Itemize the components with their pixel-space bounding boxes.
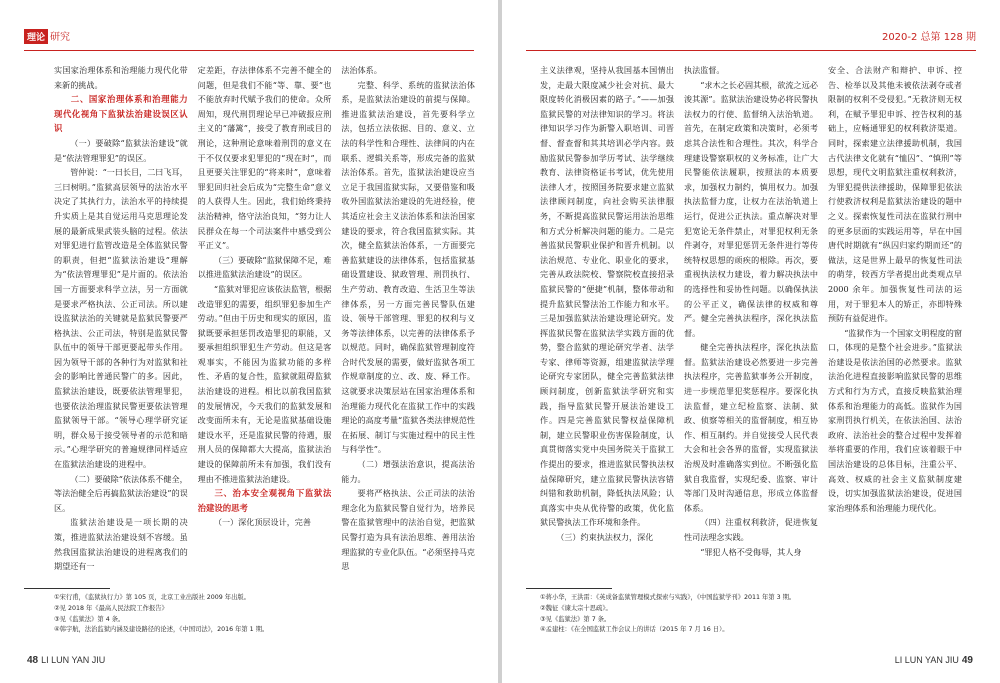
footnote: ②见 2018 年《最高人民法院工作报告》: [54, 604, 168, 612]
paragraph: 管仲说：“一曰长目，二曰飞耳，三曰树明。”监狱高层领导的法治水平决定了其执行力，法治水平的持续提升实质上是其自觉运用马克思理论发展的最新成果武装头脑的过程。依法对罪犯进行监管改造是全体监狱民警的职责，但把“监狱法治建设”理解为“依法管理罪犯”是片面的。依法治国一方面要求科学立法，另一方面就是要求严格执法、公正司法。所以建设监狱法治的关键就是监狱民警要严格执法、公正司法，特别是监狱民警队伍中的领导干部更要起带头作用。因为领导干部的各种行为对监狱和社会的影响比普通民警广的多。因此，监狱法治建设，既要依法管理罪犯，也要依法治理监狱民警更要依法管理监狱领导干部。“领导心理学研究证明，群众易于接受领导者的示范和暗示。”心理学研究的普遍规律同样适应在监狱法治建设的进程中。: [54, 167, 188, 470]
running-title: LI LUN YAN JIU: [41, 655, 106, 665]
section-heading: 三、治本安全观视角下监狱法治建设的思考: [197, 488, 332, 513]
paragraph: 完整、科学、系统的监狱法治体系，是监狱法治建设的前提与保障。推进监狱法治建设，首先要科学立法，包括立法依据、目的、意义、立法的科学性和合理性、法律间的内在联系、逻辑关系等，形成完备的监狱法治体系。首先，监狱法治建设应当立足于我国监狱实际，又要借鉴和吸收外国监狱法治建设的先进经验，使其适应社会主义法治体系和法治国家建设的要求，符合我国监狱实际。其次，健全监狱法治体系，一方面要完善监狱建设的法律体系，包括监狱基础设置建设、狱政管理、刑罚执行、生产劳动、教育改造、生活卫生等法律体系，另一方面完善民警队伍建设、领导干部管理、罪犯的权利与义务等法律体系，以完善的法律体系予以规范。同时，确保监狱管理制度符合时代发展的需要，做好监狱各项工作规章制度的立、改、废、释工作。这就要求决策层站在国家治理体系和治理能力现代化在监狱工作中的实践理论的高度考量“监狱各类法律规范性在拓展、制订与实施过程中的民主性与科学性”。: [341, 79, 476, 455]
left-page: [0, 0, 498, 683]
footnote: ④韩宇航，法治监狱内涵及建设路径的论述，《中国司法》，2016 年第 1 期。: [54, 626, 269, 634]
footnote: ③见《监狱法》第 4 条。: [54, 615, 125, 623]
paragraph: “求木之长必固其根，欲流之远必浚其源”。监狱法治建设势必将民警执法权力的行使、监督纳入法治轨道。首先，在制定政策和决策时，必须考虑其合法性和合理性。其次，科学合理建设警察职权的义务标准，让广大民警能依法履职，按照法的本质要求，加强权力制约，慎用权力。加强执法监督力度，让权力在法治轨道上运行，促进公正执法。重点解决对罪犯宽论无条件禁止，对罪犯权利无条件剥夺，对罪犯惩罚无条件进行等传统特权思想的顽疾的根除。再次，要重视执法权力建设，着力解决执法中的选择性和妥协性问题。以确保执法的公平正义，确保法律的权威和尊严。健全完善执法程序，深化执法监督。: [684, 79, 818, 338]
left-page-footer: [24, 655, 105, 666]
paragraph: （三）要破除“监狱保障不足，难以推进监狱法治建设”的误区。: [197, 254, 332, 280]
running-title: LI LUN YAN JIU: [894, 655, 959, 665]
paragraph: （二）增强法治意识，提高法治能力。: [341, 459, 476, 484]
left-page-header: [24, 28, 70, 48]
footnote: ②魏征《谏太宗十思疏》。: [540, 604, 612, 612]
page-number: 49: [961, 655, 973, 666]
left-footnotes: [54, 593, 474, 636]
paragraph: 安全、合法财产和辩护、申诉、控告、检举以及其他未被依法剥夺或者限制的权利不受侵犯。”无救济则无权利，在赋予罪犯申诉、控告权利的基础上，应畅通罪犯的权利救济渠道。同时，探索建立法律援助机制，我国古代法律文化就有“恤囚”、“慎刑”等思想，现代文明监狱注重权利救济，为罪犯提供法律援助，保障罪犯依法行使救济权利是监狱法治建设的题中之义。探索恢复性司法在监狱行刑中的更多层面的实践运用等，早在中国唐代时期就有“纵囚归家约期而还”的做法，这是世界上最早的恢复性司法的萌芽，较西方学者提出此类观点早 2000 余年。加强恢复性司法的运用，对于罪犯本人的矫正，亦即特殊预防有益促进作。: [828, 65, 962, 324]
paragraph: 监狱法治建设是一项长期的决策，推进监狱法治建设刻不容缓。虽然我国监狱法治建设的进程离我们的期望还有一: [54, 517, 188, 572]
paragraph: 主义法律观，坚持从我国基本国情出发，走最大限度减少社会对抗、最大限度转化消极因素的路子。”——加强监狱民警的对法律知识的学习。将法律知识学习作为新警入职培训、司晋督、督查督和其其培训必学内容。鼓励监狱民警参加学历考试、法学继续教育、法律资格证书考试，优先使用法律人才，按照国务院要求建立监狱法律顾问制度，向社会购买法律服务，不断提高监狱民警运用法治思维和方式分析解决问题的能力。二是完善监狱民警职业保护和晋升机制。以法治规范、专业化、职业化的要求，完善从政法院校、警察院校直接招录监狱民警的“便捷”机制，整体带动和提升监狱民警法治工作能力和水平。三是加强监狱法治建设理论研究。发挥监狱民警在监狱法学实践方面的优势，整合监狱的理论研究学者、法学专家、律师等资源，组建监狱法学理论研究专家团队，健全完善监狱法律顾问制度，创新监狱法学研究和实践，指导监狱民警开展法治建设工作。四是完善监狱民警权益保障机制，建立民警职业伤害保险制度，认真贯彻落实党中央国务院关于监狱工作提出的要求，推进监狱民警执法权益保障研究，建立监狱民警执法容错纠错和救助机制，降低执法风险；认真落实中央从优待警的政策，优化监狱民警执法工作环境和条件。: [540, 65, 674, 528]
paragraph: （一）深化顶层设计，完善: [213, 517, 311, 528]
right-footnotes: [540, 593, 960, 636]
right-columns: [540, 63, 962, 578]
paragraph: （四）注重权利救济，促进恢复性司法理念实践。: [684, 517, 818, 542]
paragraph: “监狱作为一个国家文明程度的窗口，体现的是整个社会进步。”监狱法治建设是依法治国的必然要求。监狱法治化进程直接影响监狱民警的思维方式和行为方式，直接反映监狱治理体系和治理能力的高低。监狱作为国家刑罚执行机关，在依法治国、法治政府、法治社会的整合过程中发挥着举将重要的作用，我们应该着眼于中国法治建设的总体目标，注重公平、高效、权威的社会主义监狱制度建设，切实加强监狱法治建设，促进国家治理体系和治理能力现代化。: [828, 327, 962, 513]
footnote: ①蒋小华，王洪雷：《英成备监狱管理模式探索与实践》，《中国监狱学刊》2011 年第 3 期。: [540, 594, 796, 601]
footnote: ③见《监狱法》第 7 条。: [540, 615, 611, 623]
journal-logo-mark: 理论: [24, 29, 48, 44]
page-number: 48: [27, 655, 39, 666]
right-page-header: [882, 28, 976, 48]
paragraph: 健全完善执法程序，深化执法监督。监狱法治建设必然要进一步完善执法程序，完善监狱事务公开制度，进一步规范罪犯奖惩程序。要深化执法监督，建立纪检监察、法制、狱政、侦察等相关的监督制度，相互协作、相互制约。并自觉接受人民代表大会和社会各界的监督，实现监狱法治规及时准确落实到位。不断强化监狱自我监督，实现纪委、监察、审计等部门及时沟通信息，形成立体监督体系。: [684, 342, 818, 513]
footnote: ④孟建柱：《在全国监狱工作会议上的讲话（2015 年 7 月 16 日）。: [540, 626, 729, 634]
issue-label: 2020-2 总第 128 期: [881, 32, 976, 43]
footnote-rule: [24, 588, 110, 589]
header-rule: [526, 50, 976, 51]
right-page-footer: [895, 655, 976, 666]
paragraph: （二）要破除“依法体系不健全，等法治健全后再搞监狱法治建设”的误区。: [54, 473, 188, 513]
paragraph: 要将严格执法、公正司法的法治理念化为监狱民警自觉行为，培养民警在监狱管理中的法治自觉，把监狱民警打造为具有法治思维、善用法治理监狱的专业化队伍。“必须坚持马克思: [341, 488, 476, 572]
header-rule: [24, 50, 474, 51]
paragraph: 定差距，存法律体系不完善不健全的问题，但是我们不能“等、靠、要”也不能放弃时代赋予我们的使命。众所周知，现代刑罚理论早已冲破报应刑主义的“藩篱”，接受了教育刑或目的刑论，这种刑论意味着刑罚的意义在于不仅仅要求犯罪犯的“现在时”，而且更要关注罪犯的“将来时”，意味着罪犯回归社会后成为“完整生命”意义的人获得人生。因此，我们始终秉持法治精神，恪守法治良知，“努力让人民群众在每一个司法案件中感受到公平正义”。: [197, 65, 332, 251]
footnote-rule: [526, 588, 612, 589]
right-column-1: [540, 63, 674, 578]
paragraph: 实国家治理体系和治理能力现代化带来新的挑战。: [54, 65, 188, 90]
right-column-2: [684, 63, 818, 578]
right-column-3: [828, 63, 962, 578]
right-page: [502, 0, 1000, 683]
footnote: ①宋行甫，《监狱执行力》第 105 页，北京工业出版社 2009 年出版。: [54, 594, 250, 601]
paragraph: 法治体系。: [341, 65, 382, 75]
section-label: 研究: [50, 32, 71, 43]
left-column-2: [198, 63, 332, 578]
left-columns: [54, 63, 475, 578]
left-column-3: [341, 63, 475, 578]
paragraph: “罪犯人格不受侮辱，其人身: [700, 546, 802, 557]
section-heading: 二、国家治理体系和治理能力现代化视角下监狱法治建设误区认识: [54, 94, 188, 134]
left-column-1: [54, 63, 188, 578]
paragraph: “监狱对罪犯应该依法监管，根据改造罪犯的需要，组织罪犯参加生产劳动。”但由于历史和现实的原因，监狱既要承担惩罚改造罪犯的职能，又要承担组织罪犯生产劳动。但这是客观事实，不能因为监狱功能的多样性、矛盾的复合性，监狱就阻碍监狱法治建设的进程。相比以前我国监狱的发展情况，今天我们的监狱发展和改变面所未有，无论是监狱基础设施建设水平，还是监狱民警的待遇，服刑人员的保障都大大提高，监狱法治建设的保障前所未有加强，我们没有理由不推进监狱法治建设。: [197, 283, 332, 484]
paragraph: （三）约束执法权力，深化: [556, 532, 654, 542]
paragraph: （一）要破除“监狱法治建设”就是“依法管理罪犯”的误区。: [54, 137, 188, 163]
paragraph: 执法监督。: [684, 65, 725, 75]
